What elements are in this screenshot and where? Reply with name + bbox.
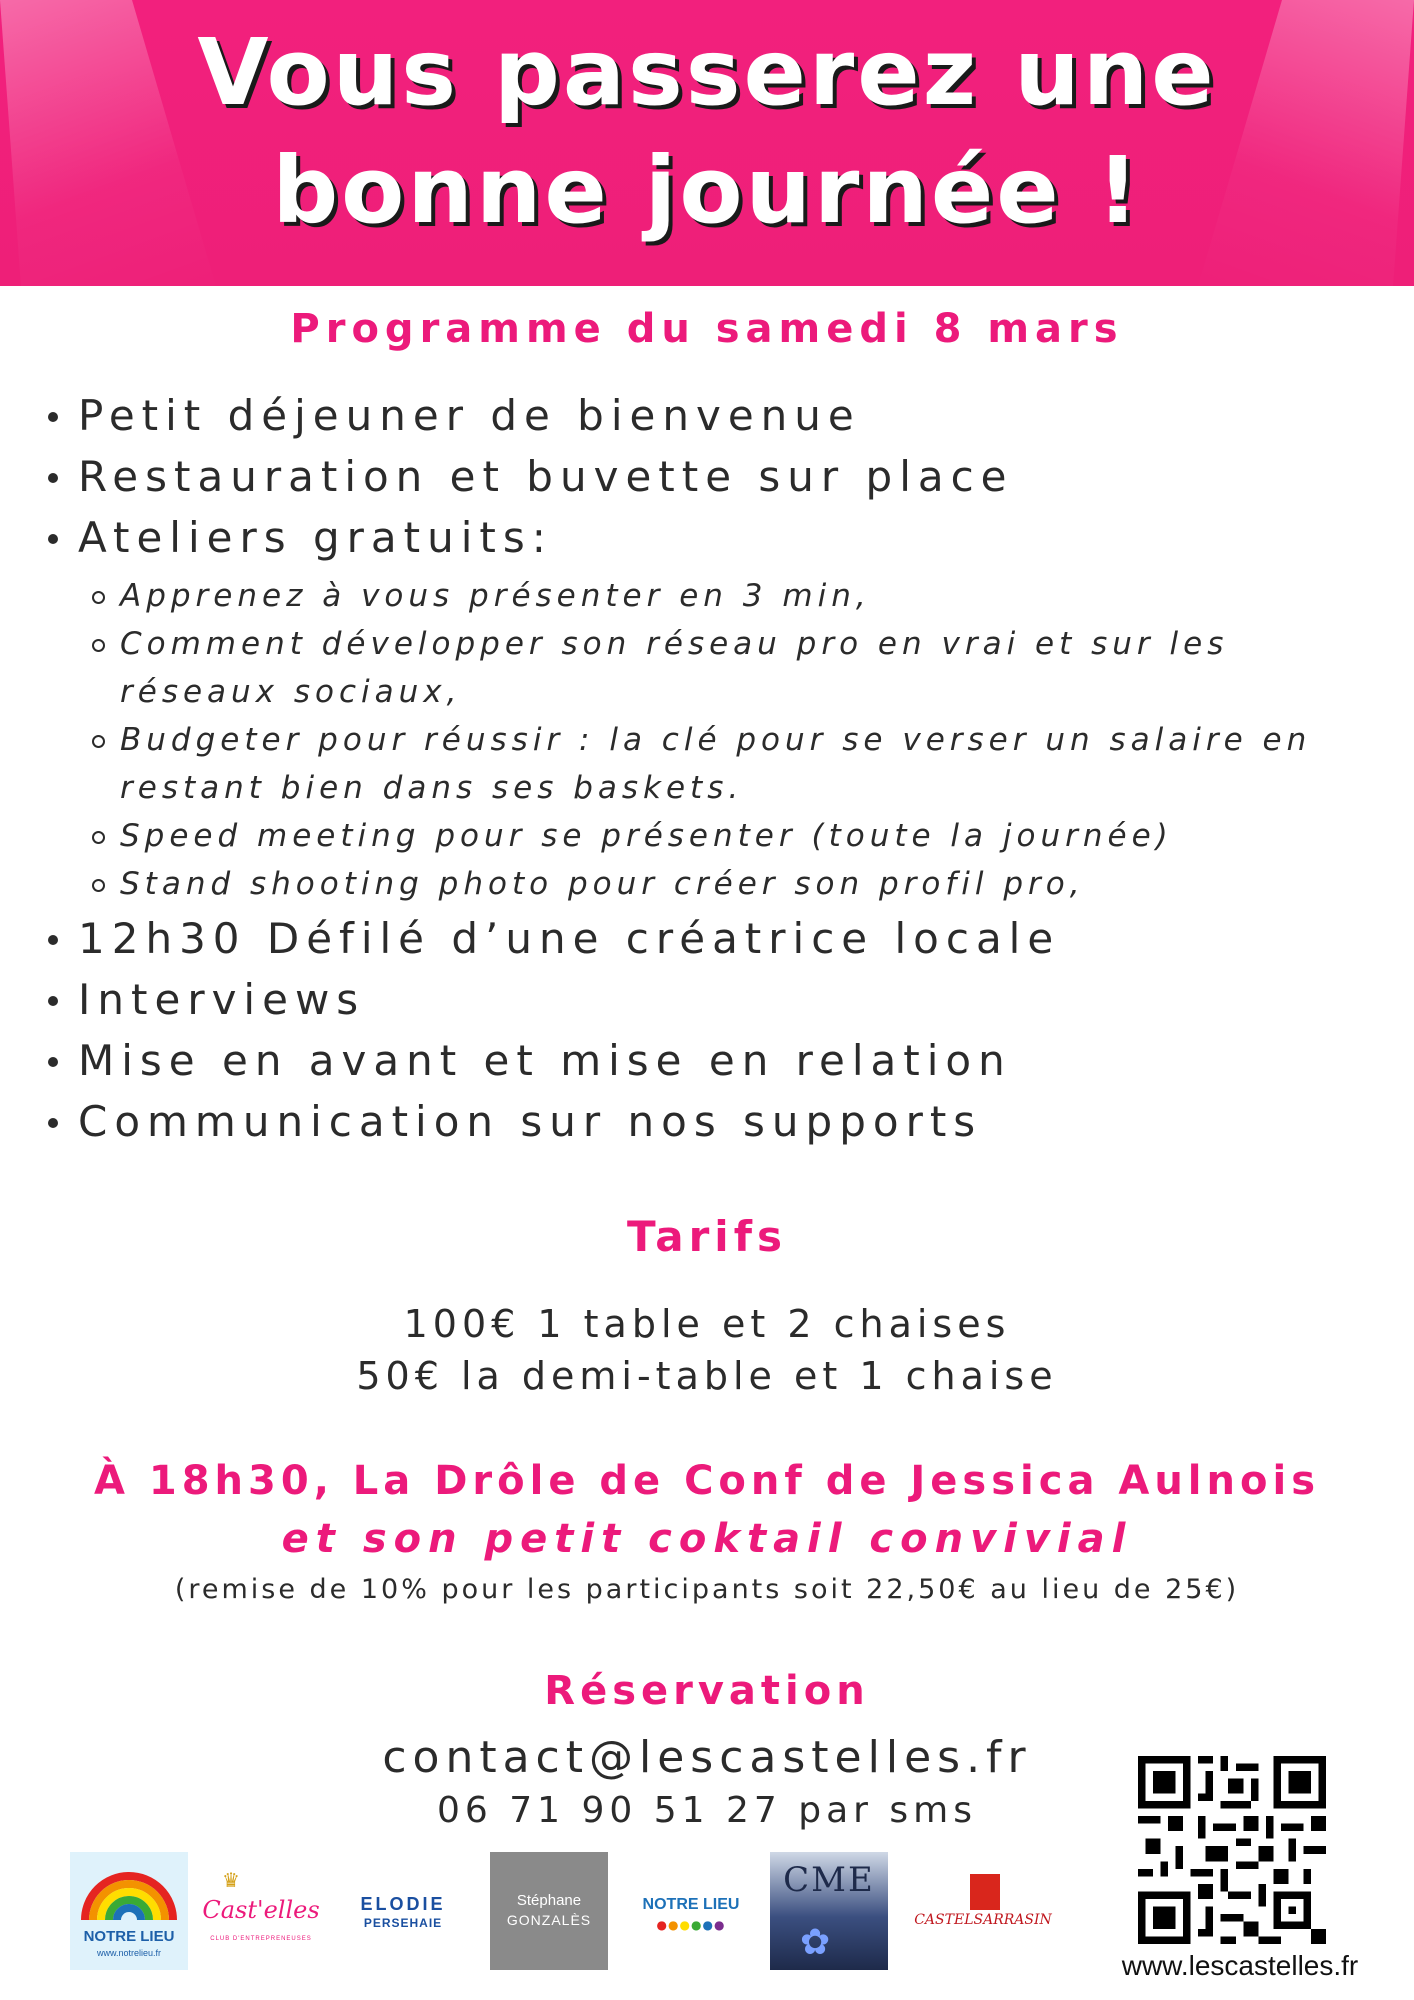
- castelsarrasin-logo-text: CASTELSARRASIN: [914, 1912, 1052, 1928]
- headline-line-2: bonne journée !: [272, 137, 1142, 244]
- program-item: Restauration et buvette sur place: [40, 446, 1380, 507]
- notre-lieu-logo-url: www.notrelieu.fr: [96, 1948, 162, 1958]
- tarif-line: 50€ la demi-table et 1 chaise: [356, 1354, 1058, 1398]
- headline-line-1: Vous passerez une: [197, 19, 1217, 126]
- tarif-line: 100€ 1 table et 2 chaises: [403, 1302, 1011, 1346]
- conference-subtitle: et son petit coktail convivial: [281, 1516, 1133, 1562]
- stephane-logo: [490, 1852, 608, 1970]
- workshop-item: Comment développer son réseau pro en vrai et sur les réseaux sociaux,: [78, 620, 1380, 716]
- header-banner: [0, 0, 1414, 286]
- crest-icon: [970, 1874, 1000, 1910]
- workshop-item: Apprenez à vous présenter en 3 min,: [78, 572, 1380, 620]
- stephane-logo-text-2: GONZALÈS: [506, 1912, 592, 1928]
- elodie-logo: [344, 1852, 462, 1970]
- program-item: Mise en avant et mise en relation: [40, 1030, 1380, 1091]
- castelles-logo: [202, 1852, 320, 1970]
- castelles-logo-text: Cast'elles: [202, 1896, 320, 1924]
- workshop-item: Speed meeting pour se présenter (toute la journée): [78, 812, 1380, 860]
- headline: [0, 14, 1414, 250]
- castelsarrasin-logo: [906, 1852, 1060, 1970]
- lotus-icon: ✿: [800, 1922, 831, 1963]
- qr-code[interactable]: [1138, 1756, 1326, 1944]
- program-item: 12h30 Défilé d’une créatrice locale: [40, 908, 1380, 969]
- website-link[interactable]: www.lescastelles.fr: [1121, 1950, 1359, 1981]
- contact-phone[interactable]: 06 71 90 51 27 par sms: [437, 1790, 977, 1831]
- program-item: Communication sur nos supports: [40, 1091, 1380, 1152]
- program-list: [40, 385, 1380, 1152]
- workshops-label: Ateliers gratuits:: [78, 513, 553, 562]
- program-item: Interviews: [40, 969, 1380, 1030]
- contact-email[interactable]: contact@lescastelles.fr: [382, 1732, 1032, 1783]
- workshop-list: [78, 572, 1380, 908]
- notre-lieu-2-logo: [632, 1852, 750, 1970]
- notre-lieu-2-logo-text: NOTRE LIEU: [642, 1896, 740, 1913]
- program-subtitle: Programme du samedi 8 mars: [290, 306, 1124, 352]
- notre-lieu-logo-text: NOTRE LIEU: [83, 1928, 175, 1945]
- tarifs-title: Tarifs: [627, 1212, 787, 1261]
- elodie-logo-text-2: PERSEHAIE: [363, 1916, 443, 1930]
- color-dots-icon: ●●●●●●: [656, 1918, 726, 1932]
- stephane-logo-text-1: Stéphane: [516, 1892, 582, 1909]
- conference-title: À 18h30, La Drôle de Conf de Jessica Aulnois: [94, 1458, 1320, 1504]
- elodie-logo-text-1: ELODIE: [360, 1894, 446, 1914]
- rainbow-icon: [79, 1866, 179, 1922]
- castelles-logo-subtext: CLUB D'ENTREPRENEUSES: [210, 1936, 312, 1942]
- notre-lieu-logo: [70, 1852, 188, 1970]
- reservation-title: Réservation: [544, 1668, 870, 1714]
- program-item-workshops: [40, 507, 1380, 908]
- conference-note: (remise de 10% pour les participants soit 22,50€ au lieu de 25€): [174, 1574, 1240, 1605]
- cme-logo-text: CME: [783, 1860, 875, 1900]
- workshop-item: Budgeter pour réussir : la clé pour se verser un salaire en restant bien dans ses baskets.: [78, 716, 1380, 812]
- program-item: Petit déjeuner de bienvenue: [40, 385, 1380, 446]
- cme-logo: [770, 1852, 888, 1970]
- crown-icon: ♛: [222, 1868, 240, 1892]
- workshop-item: Stand shooting photo pour créer son profil pro,: [78, 860, 1380, 908]
